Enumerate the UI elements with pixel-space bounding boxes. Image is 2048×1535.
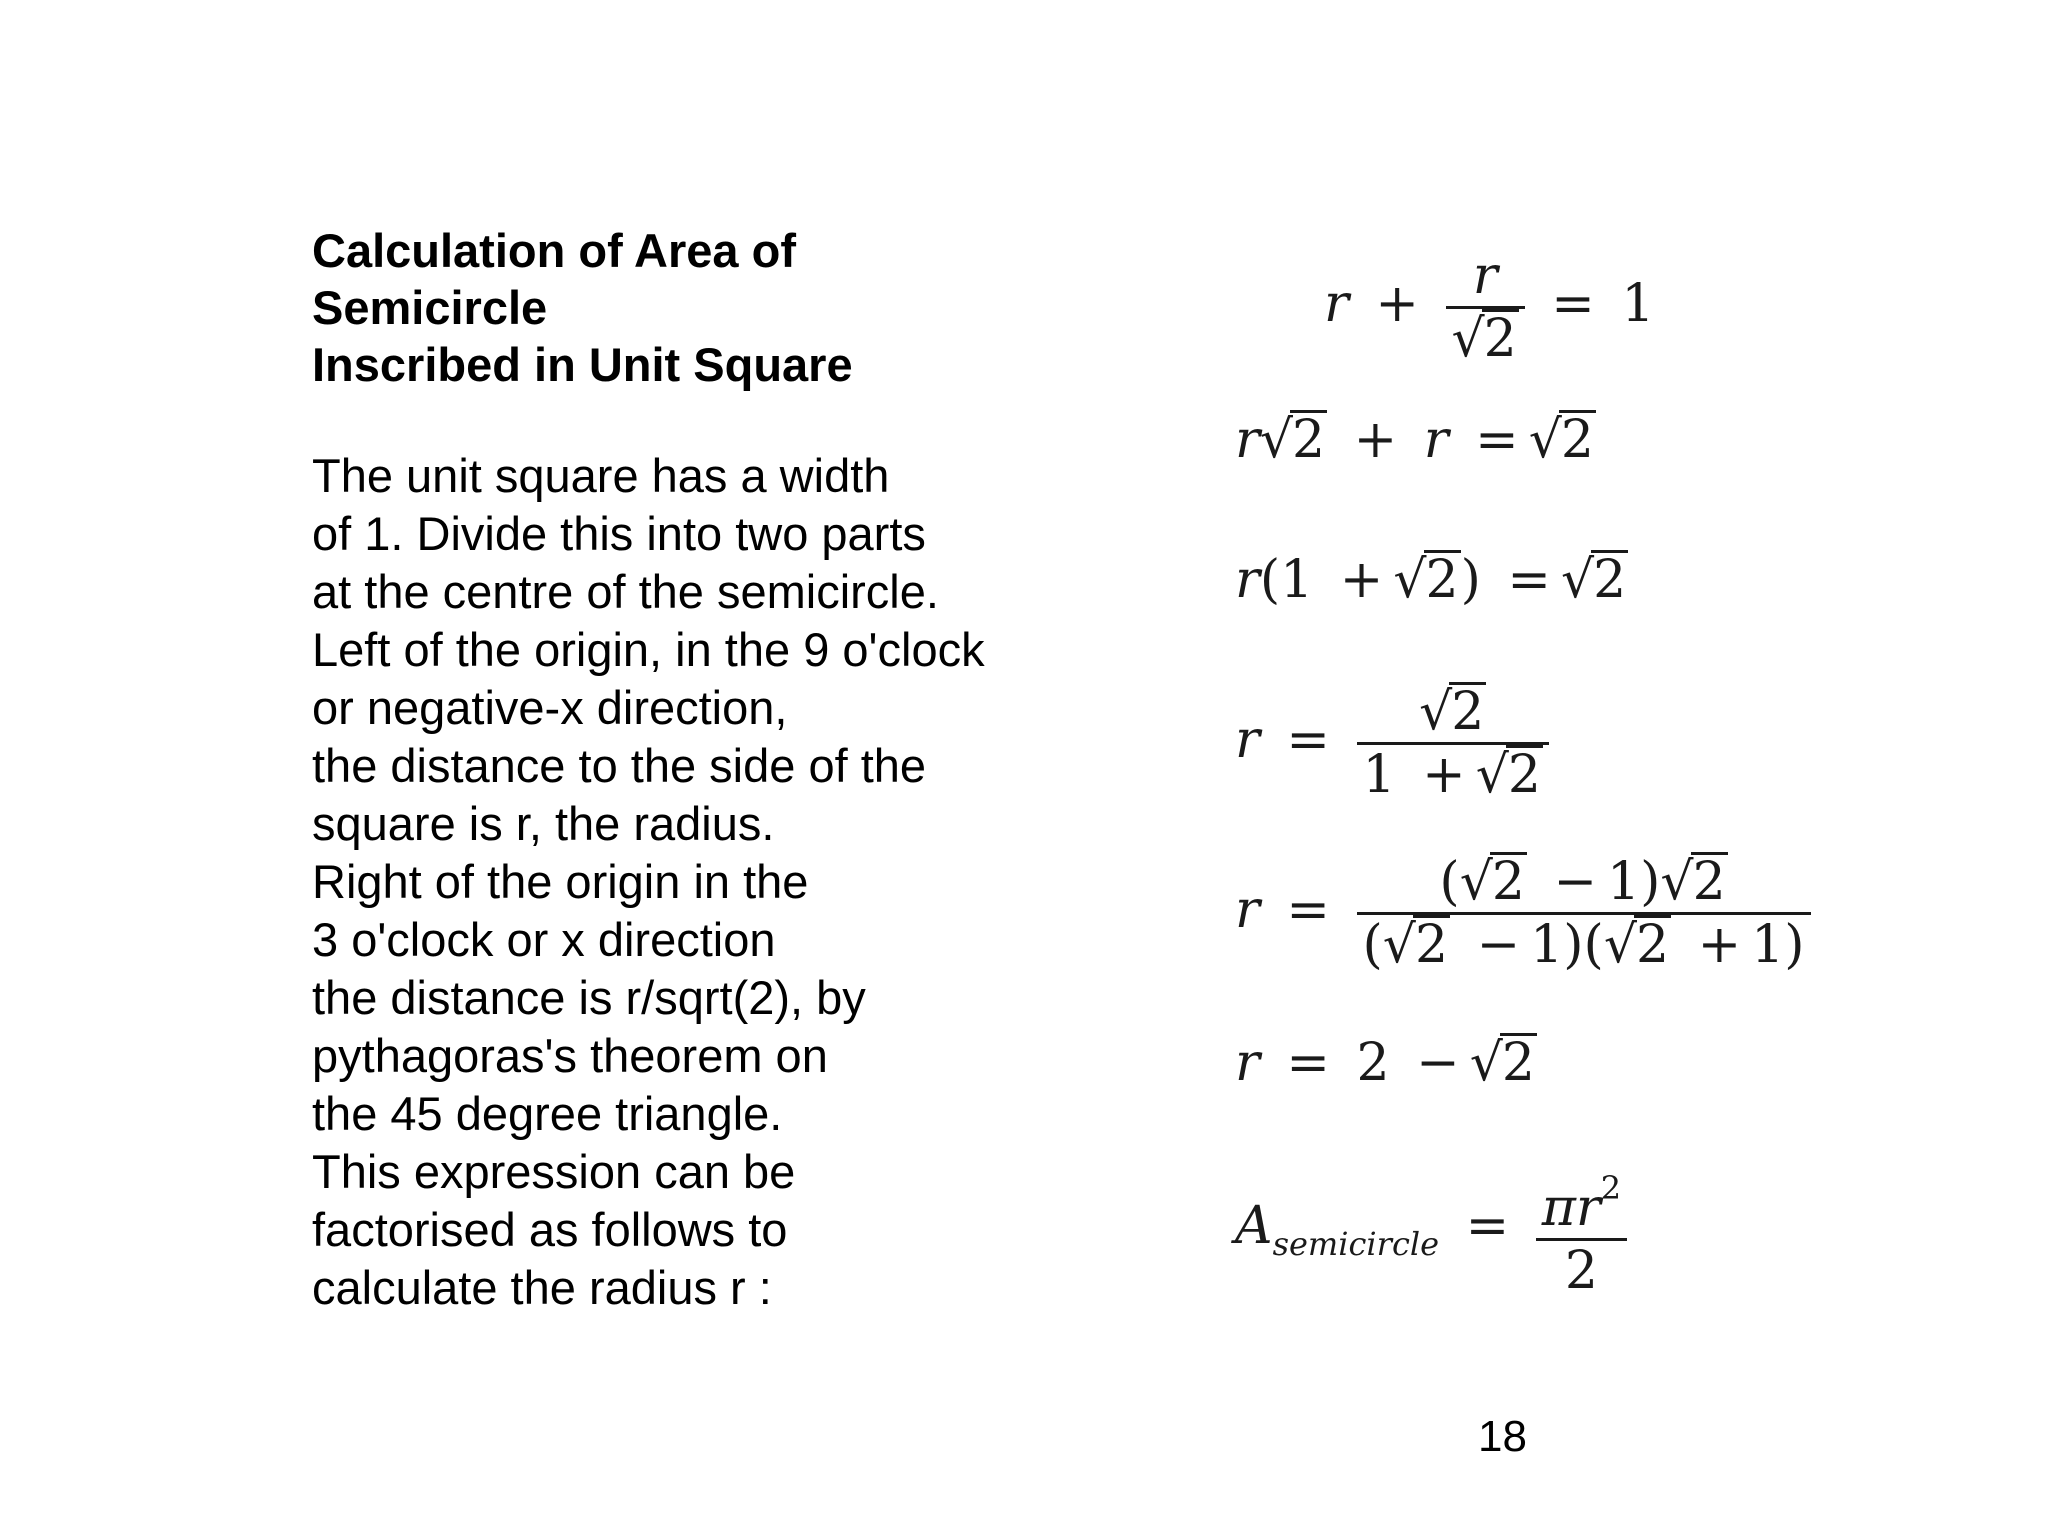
text-line: The unit square has a width (312, 449, 890, 502)
radicand: 2 (1292, 410, 1326, 470)
square-root (1470, 1033, 1537, 1093)
text-line: at the centre of the semicircle. (312, 565, 939, 618)
radicand: 2 (1560, 410, 1594, 470)
text-line: square is r, the radius. (312, 797, 775, 850)
math-number: 1 (1607, 852, 1641, 912)
text-line: Left of the origin, in the 9 o'clock (312, 623, 985, 676)
radical-sign: √ (1459, 852, 1493, 912)
math-operator: − (1416, 1033, 1460, 1093)
math-operator: − (1476, 915, 1521, 975)
math-number: 2 (1564, 1241, 1598, 1301)
square-root (1460, 852, 1527, 912)
math-operator: + (1375, 274, 1419, 334)
math-paren: ) (1563, 915, 1584, 975)
math-operator: + (1697, 915, 1742, 975)
math-paren: ( (1439, 852, 1460, 912)
radical-sign: √ (1660, 852, 1694, 912)
square-root (1419, 682, 1486, 742)
text-line: 3 o'clock or x direction (312, 913, 776, 966)
fraction-denominator (1357, 745, 1549, 805)
math-operator: + (1339, 550, 1384, 610)
radicand: 2 (1451, 682, 1485, 742)
square-root (1393, 550, 1460, 610)
square-root (1561, 550, 1628, 610)
math-operator: = (1286, 1033, 1330, 1093)
math-number: 1 (1621, 274, 1655, 334)
math-symbol: r (1235, 550, 1260, 610)
fraction-numerator (1536, 1158, 1627, 1238)
math-paren: ( (1362, 915, 1383, 975)
radicand: 2 (1491, 852, 1525, 912)
fraction-numerator (1357, 852, 1811, 912)
fraction-denominator (1357, 915, 1811, 975)
math-number: 1 (1362, 745, 1396, 805)
math-operator: = (1465, 1196, 1510, 1256)
math-symbol: r (1575, 1178, 1601, 1238)
equation-1 (1324, 246, 1654, 369)
square-root (1660, 852, 1727, 912)
math-paren: ) (1640, 852, 1661, 912)
radical-sign: √ (1561, 550, 1595, 610)
explanation-text (312, 447, 985, 1317)
radical-sign: √ (1382, 915, 1416, 975)
square-root (1260, 410, 1327, 470)
radical-sign: √ (1419, 682, 1453, 742)
equation-5 (1235, 852, 1811, 975)
math-operator: = (1286, 710, 1330, 770)
radicand: 2 (1635, 915, 1670, 975)
title-line: Semicircle (312, 281, 548, 334)
fraction (1536, 1158, 1627, 1301)
math-operator: = (1507, 550, 1551, 610)
math-symbol: r (1423, 410, 1449, 470)
radical-sign: √ (1451, 309, 1485, 369)
math-number: 1 (1530, 915, 1564, 975)
math-symbol: r (1235, 410, 1260, 470)
text-line: or negative-x direction, (312, 681, 788, 734)
text-line: the distance is r/sqrt(2), by (312, 971, 866, 1024)
math-symbol: r (1235, 1033, 1260, 1093)
equation-3 (1235, 550, 1628, 610)
equation-6 (1235, 1033, 1537, 1093)
radical-sign: √ (1393, 550, 1427, 610)
fraction-denominator (1536, 1241, 1627, 1301)
square-root (1529, 410, 1596, 470)
math-paren: ) (1460, 550, 1481, 610)
text-line: the 45 degree triangle. (312, 1087, 783, 1140)
square-root (1383, 915, 1450, 975)
radical-sign: √ (1528, 410, 1562, 470)
math-operator: + (1422, 745, 1466, 805)
radicand: 2 (1507, 745, 1541, 805)
math-paren: ) (1784, 915, 1805, 975)
math-operator: + (1353, 410, 1398, 470)
radical-sign: √ (1259, 410, 1293, 470)
math-symbol: r (1472, 246, 1498, 306)
text-line: Right of the origin in the (312, 855, 809, 908)
math-number: 1 (1751, 915, 1785, 975)
radicand: 2 (1593, 550, 1627, 610)
fraction (1446, 246, 1525, 369)
fraction-numerator (1446, 246, 1525, 306)
square-root (1452, 309, 1519, 369)
text-line: the distance to the side of the (312, 739, 927, 792)
math-symbol: r (1324, 274, 1349, 334)
math-symbol: A (1235, 1196, 1273, 1256)
math-paren: ( (1259, 550, 1281, 610)
math-symbol: r (1235, 710, 1260, 770)
math-subscript: semicircle (1272, 1225, 1440, 1263)
math-paren: ( (1583, 915, 1604, 975)
text-line: This expression can be (312, 1145, 796, 1198)
equation-4 (1235, 682, 1549, 805)
fraction-denominator (1446, 309, 1525, 369)
square-root (1476, 745, 1543, 805)
fraction (1357, 852, 1811, 975)
radicand: 2 (1483, 309, 1517, 369)
text-line: factorised as follows to (312, 1203, 788, 1256)
math-operator: = (1286, 880, 1330, 940)
text-line: calculate the radius r : (312, 1261, 772, 1314)
square-root (1604, 915, 1671, 975)
math-operator: − (1553, 852, 1598, 912)
radical-sign: √ (1469, 1033, 1503, 1093)
radicand: 2 (1692, 852, 1726, 912)
radicand: 2 (1414, 915, 1449, 975)
slide-title (312, 222, 853, 393)
radicand: 2 (1501, 1033, 1535, 1093)
math-symbol: r (1235, 880, 1260, 940)
title-line: Inscribed in Unit Square (312, 338, 853, 391)
title-line: Calculation of Area of (312, 224, 796, 277)
math-operator: = (1551, 274, 1595, 334)
math-number: 2 (1356, 1033, 1390, 1093)
page-number: 18 (1478, 1412, 1527, 1461)
radicand: 2 (1425, 550, 1459, 610)
fraction-numerator (1357, 682, 1549, 742)
math-superscript: 2 (1600, 1169, 1622, 1207)
math-number: 1 (1280, 550, 1314, 610)
radical-sign: √ (1475, 745, 1509, 805)
text-line: pythagoras's theorem on (312, 1029, 828, 1082)
math-symbol: π (1541, 1178, 1576, 1238)
equation-2 (1235, 410, 1596, 470)
equation-7 (1235, 1158, 1627, 1301)
radical-sign: √ (1603, 915, 1637, 975)
math-operator: = (1475, 410, 1519, 470)
text-line: of 1. Divide this into two parts (312, 507, 926, 560)
fraction (1357, 682, 1549, 805)
